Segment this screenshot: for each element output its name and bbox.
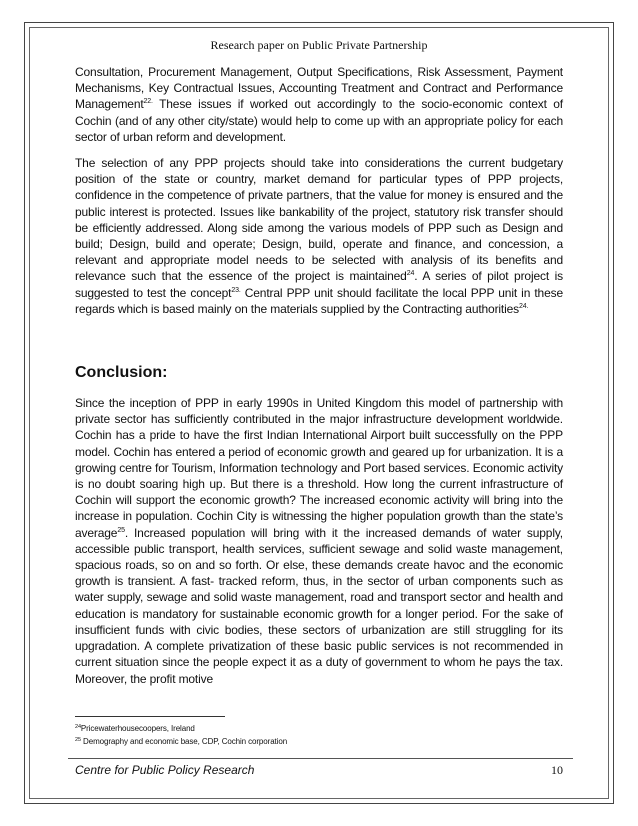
- page-number: 10: [551, 763, 563, 777]
- body-content: [75, 64, 563, 697]
- footnote-ref: 23.: [231, 286, 241, 294]
- footnote-ref: 22.: [143, 98, 153, 106]
- paragraph-3: Since the inception of PPP in early 1990s in United Kingdom this model of partnership with private sector has sufficiently contributed in the major infrastructure development worldwide. Cochin has a pride to have the first Indian International Airport built successfully on the PPP model. Cochin has entered a period of economic growth and geared up for urbanization. It is a growing centre for Tourism, Information technology and Port based services. Economic activity is no doubt soaring high up. But there is a threshold. How long the current infrastructure of Cochin will support the economic growth? The increased economic activity will bring into the increase in population. Cochin City is witnessing the higher population growth than the state’s average$^{25}$. Increased population will bring with it the increased demands of water supply, accessible public transport, health services, sufficient sewage and solid waste management, spacious roads, so on and so forth. Or else, these demands create havoc and the economic growth is transient. A fast- tracked reform, thus, in the sector of urban components such as water supply, sewage and solid waste management, road and transport sector and health and education is mandatory for sustainable economic growth for a longer period. For the sake of insufficient funds with civic bodies, these sectors of urbanization are still struggling for its upgradation. A complete privatization of these basic public services is not recommended in current situation since the people expect it as a duty of government to whom he pays the tax. Moreover, the profit motive: [75, 396, 563, 686]
- footnote-ref: 25: [117, 526, 125, 534]
- section-heading-conclusion: Conclusion:: [75, 364, 168, 382]
- footnote-ref: 24: [406, 270, 415, 278]
- paragraph-2: The selection of any PPP projects should take into considerations the current budgetary position of the state or country, market demand for particular types of PPP projects, confidence in the competence of private partners, that the value for money is ensured and the public interest is protected. Issues like bankability of the project, statutory risk transfer should be efficiently addressed. Along side among the various models of PPP such as Design and build; Design, build and operate; Design, build, operate and finance, and concession, a relevant and appropriate model needs to be selected with analysis of its benefits and relevance such that the essence of the project is maintained$^{24}$. A series of pilot project is suggested to test the concept$^{23.}$ Central PPP unit should facilitate the local PPP unit in these regards which is based mainly on the materials supplied by the Contracting authorities$^{24.}$: [75, 156, 563, 316]
- footnote-ref: 24.: [519, 302, 529, 310]
- running-header: Research paper on Public Private Partnership: [210, 38, 428, 52]
- footnote-item: $^{25}$ Demography and economic base, CDP, Cochin corporation: [75, 737, 288, 746]
- footer-organization: Centre for Public Policy Research: [75, 763, 255, 777]
- footer-separator: [68, 758, 573, 759]
- footnote-item: $^{24}$Pricewaterhousecoopers, Ireland: [75, 724, 195, 733]
- footnotes: [75, 722, 555, 748]
- paragraph-1: Consultation, Procurement Management, Output Specifications, Risk Assessment, Payment Mechanisms, Key Contractual Issues, Accounting Treatment and Contract and Performance Management$^{22.}$ These issues if worked out accordingly to the socio-economic context of Cochin (and of any other city/state) would help to come up with an appropriate policy for each sector of urban reform and development.: [75, 65, 563, 144]
- footnote-separator: [75, 716, 225, 717]
